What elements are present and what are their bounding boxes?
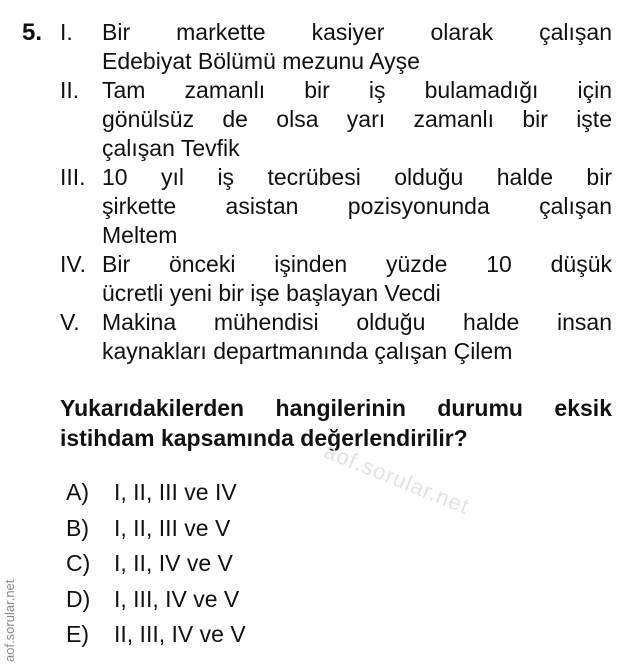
statement-item-4 — [60, 250, 612, 308]
option-b[interactable] — [66, 511, 246, 547]
option-text: I, II, III ve IV — [114, 479, 237, 505]
statement-list — [60, 18, 612, 366]
option-letter: D) — [66, 585, 91, 612]
option-letter: A) — [66, 479, 89, 505]
option-a[interactable] — [66, 475, 246, 511]
statement-numeral: III. — [60, 164, 86, 190]
statement-line: Bir önceki işinden yüzde 10 düşük — [102, 251, 612, 277]
statement-line: Bir markette kasiyer olarak çalışan — [102, 19, 612, 45]
option-e[interactable] — [66, 617, 246, 653]
option-text: I, II, IV ve V — [114, 550, 233, 576]
statement-text — [102, 163, 612, 250]
option-text: I, II, III ve V — [114, 514, 231, 541]
option-letter: B) — [66, 514, 89, 541]
statement-line: 10 yıl iş tecrübesi olduğu halde bir — [102, 164, 612, 190]
statement-text — [102, 18, 612, 76]
option-d[interactable] — [66, 582, 246, 618]
statement-line: kaynakları departmanında çalışan Çilem — [102, 338, 513, 364]
option-text: I, III, IV ve V — [114, 585, 240, 612]
option-text: II, III, IV ve V — [114, 621, 246, 647]
answer-options — [66, 475, 246, 653]
statement-numeral: II. — [60, 77, 80, 103]
statement-line: Edebiyat Bölümü mezunu Ayşe — [102, 48, 420, 74]
watermark-center: aof.sorular.net — [320, 438, 474, 520]
prompt-line: istihdam kapsamında değerlendirilir? — [60, 425, 468, 451]
statement-item-2 — [60, 76, 612, 163]
statement-numeral: I. — [60, 19, 73, 45]
option-letter: E) — [66, 621, 89, 647]
statement-line: Tam zamanlı bir iş bulamadığı için — [102, 77, 612, 103]
statement-numeral: V. — [60, 309, 80, 335]
statement-text — [102, 76, 612, 163]
statement-line: Makina mühendisi olduğu halde insan — [102, 309, 612, 335]
statement-line: Meltem — [102, 222, 178, 248]
question-number: 5. — [22, 19, 43, 46]
statement-text — [102, 250, 612, 308]
watermark-side: aof.sorular.net — [2, 579, 17, 662]
option-c[interactable] — [66, 546, 246, 582]
statement-text — [102, 308, 612, 366]
statement-line: ücretli yeni bir işe başlayan Vecdi — [102, 280, 441, 306]
statement-item-3 — [60, 163, 612, 250]
statement-line: gönülsüz de olsa yarı zamanlı bir işte — [102, 106, 612, 132]
option-letter: C) — [66, 550, 91, 576]
statement-item-1 — [60, 18, 612, 76]
statement-item-5 — [60, 308, 612, 366]
statement-line: şirkette asistan pozisyonunda çalışan — [102, 193, 612, 219]
statement-line: çalışan Tevfik — [102, 135, 240, 161]
statement-numeral: IV. — [60, 251, 87, 277]
prompt-line: Yukarıdakilerden hangilerinin durumu eksik — [60, 395, 612, 421]
